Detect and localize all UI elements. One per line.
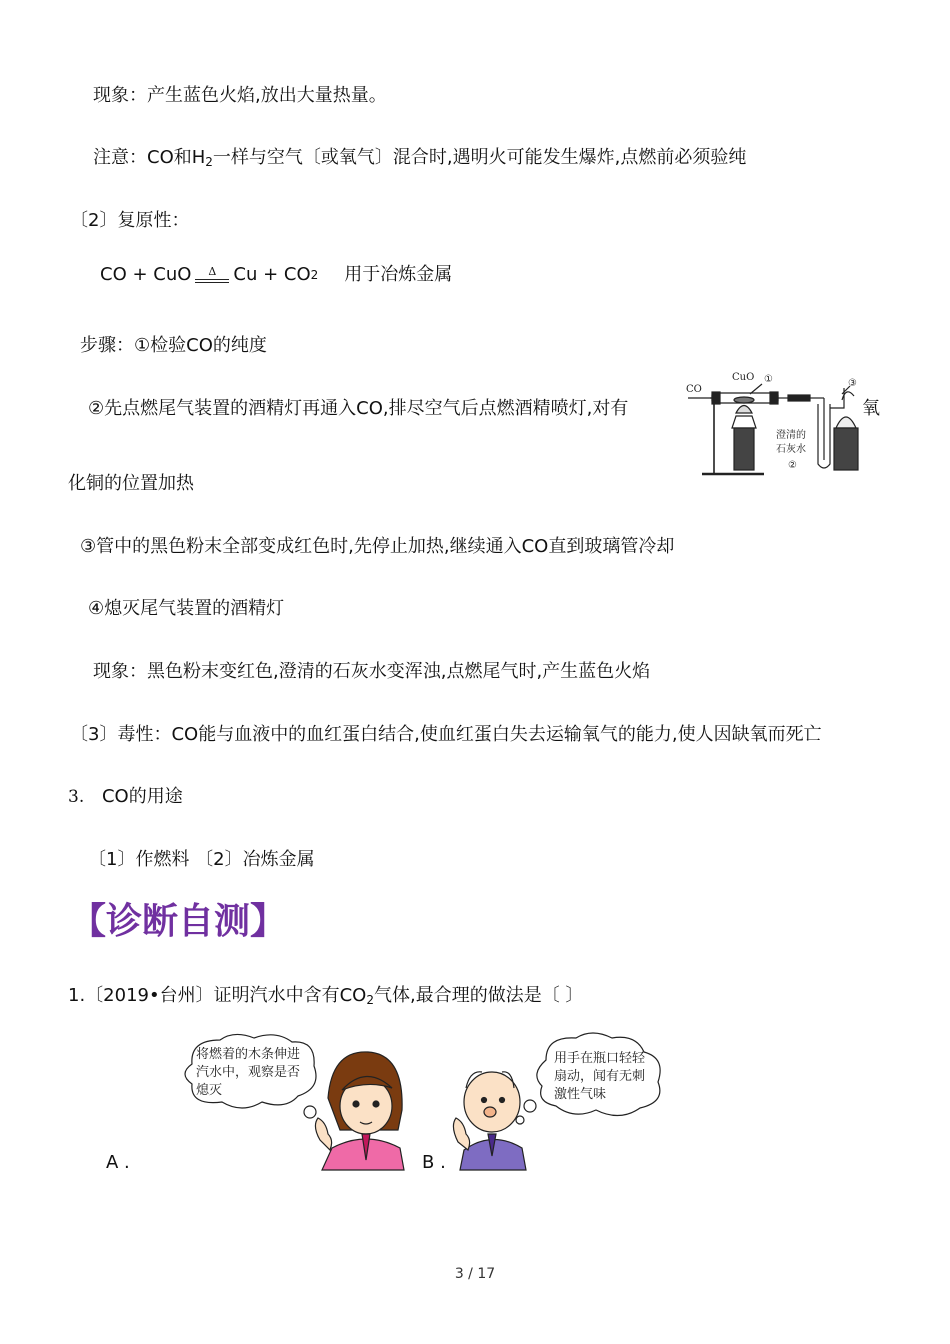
mark-1: ① <box>764 374 773 385</box>
reaction-right-sub: 2 <box>310 268 319 282</box>
option-b-bubble-text: 用手在瓶口轻轻扇动，闻有无刺激性气味 <box>554 1051 646 1102</box>
co-label: CO <box>686 384 702 395</box>
reaction-equation <box>100 262 452 288</box>
reaction-right: Cu + CO <box>233 264 311 285</box>
option-a-bubble-text: 将燃着的木条伸进汽水中，观察是否熄灭 <box>196 1047 301 1098</box>
phenomenon-2: 现象：黑色粉末变红色,澄清的石灰水变浑浊,点燃尾气时,产生蓝色火焰 <box>93 661 651 682</box>
cuo-label: CuO <box>732 372 755 383</box>
co-reduction-apparatus <box>684 368 884 478</box>
uses-number: 3. <box>68 787 85 807</box>
reducibility-heading: 〔2〕复原性： <box>70 210 190 231</box>
step-3: ③管中的黑色粉末全部变成红色时,先停止加热,继续通入CO直到玻璃管冷却 <box>80 536 675 557</box>
limewater-label-2: 石灰水 <box>776 444 806 455</box>
option-b-illustration <box>450 1030 686 1175</box>
mark-3: ③ <box>848 378 857 389</box>
step-1: 步骤：①检验CO的纯度 <box>80 335 267 356</box>
limewater-label-1: 澄清的 <box>776 430 806 441</box>
phenomenon-1: 现象：产生蓝色火焰,放出大量热量。 <box>93 85 387 106</box>
uses-heading <box>68 784 183 810</box>
stem-sub: 2 <box>366 993 374 1007</box>
section-heading: 【诊断自测】 <box>70 901 287 942</box>
option-b-label[interactable]: B . <box>422 1152 446 1173</box>
note-line <box>93 145 746 175</box>
mark-2: ② <box>788 460 797 471</box>
stem-prefix: 1.〔2019•台州〕证明汽水中含有CO <box>68 985 367 1006</box>
equation-bar-top <box>195 279 229 280</box>
option-a-illustration <box>172 1030 408 1175</box>
step-2b: 氧 <box>862 398 880 419</box>
page-number: 3 / 17 <box>454 1266 496 1282</box>
uses-items: 〔1〕作燃料 〔2〕冶炼金属 <box>88 849 315 870</box>
reaction-use: 用于冶炼金属 <box>344 264 453 285</box>
stem-suffix: 气体,最合理的做法是〔 〕 <box>373 985 584 1006</box>
uses-title: CO的用途 <box>101 786 183 807</box>
heat-symbol: Δ <box>208 265 217 278</box>
option-a-label[interactable]: A . <box>106 1152 130 1173</box>
note-suffix: 一样与空气〔或氧气〕混合时,遇明火可能发生爆炸,点燃前必须验纯 <box>212 147 747 168</box>
equation-bar-bottom <box>195 282 229 283</box>
toxicity: 〔3〕毒性：CO能与血液中的血红蛋白结合,使血红蛋白失去运输氧气的能力,使人因缺氧而死亡 <box>70 724 822 745</box>
question-1-stem <box>68 983 583 1013</box>
note-prefix: 注意：CO和H <box>93 147 206 168</box>
note-sub: 2 <box>205 155 213 169</box>
step-2c: 化铜的位置加热 <box>68 473 194 494</box>
step-4: ④熄灭尾气装置的酒精灯 <box>88 598 285 619</box>
reaction-condition <box>195 267 229 283</box>
step-2a: ②先点燃尾气装置的酒精灯再通入CO,排尽空气后点燃酒精喷灯,对有 <box>88 398 629 419</box>
reaction-left: CO + CuO <box>100 264 192 285</box>
